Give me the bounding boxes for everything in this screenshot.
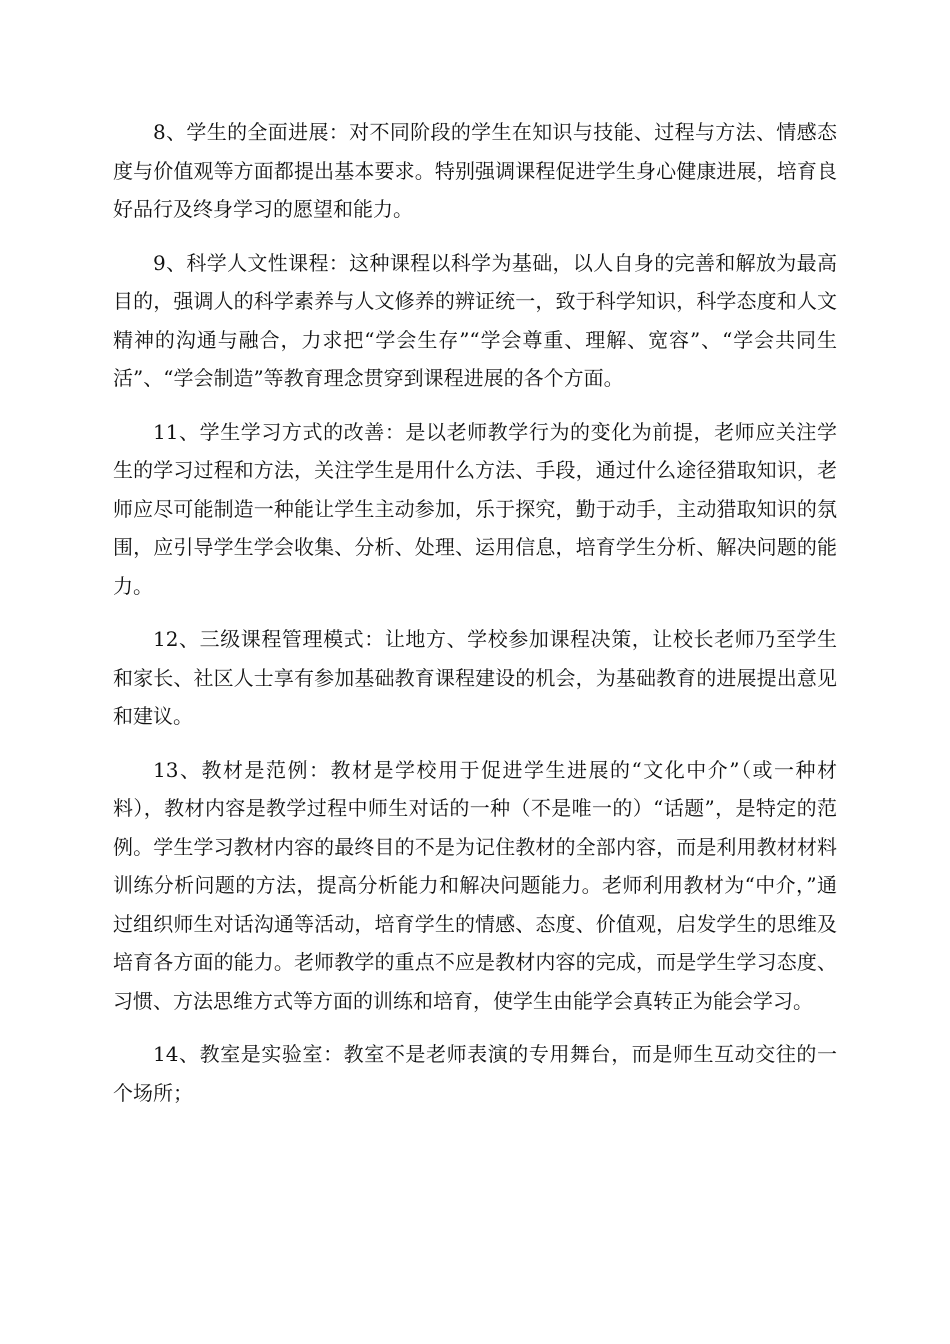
paragraph-item-13: 13、教材是范例：教材是学校用于促进学生进展的“文化中介”（或一种材料），教材内容是教学过程中师生对话的一种（不是唯一的）“话题”，是特定的范例。学生学习教材内容的最终目的不是为记住教材的全部内容，而是利用教材材料训练分析问题的方法，提高分析能力和解决问题能力。老师利用教材为“中介，”通过组织师生对话沟通等活动，培育学生的情感、态度、价值观，启发学生的思维及培育各方面的能力。老师教学的重点不应是教材内容的完成，而是学生学习态度、习惯、方法思维方式等方面的训练和培育，使学生由能学会真转正为能会学习。 bbox=[113, 757, 837, 1013]
paragraph-item-12: 12、三级课程管理模式：让地方、学校参加课程决策，让校长老师乃至学生和家长、社区人士享有参加基础教育课程建设的机会，为基础教育的进展提出意见和建议。 bbox=[113, 627, 837, 728]
paragraph-item-9: 9、科学人文性课程：这种课程以科学为基础，以人自身的完善和解放为最高目的，强调人的科学素养与人文修养的辨证统一，致于科学知识，科学态度和人文精神的沟通与融合，力求把“学会生存”“学会尊重、理解、宽容”、“学会共同生活”、“学会制造”等教育理念贯穿到课程进展的各个方面。 bbox=[113, 250, 837, 390]
paragraph-item-11: 11、学生学习方式的改善：是以老师教学行为的变化为前提，老师应关注学生的学习过程和方法，关注学生是用什么方法、手段，通过什么途径猎取知识，老师应尽可能制造一种能让学生主动参加，乐于探究，勤于动手，主动猎取知识的氛围，应引导学生学会收集、分析、处理、运用信息，培育学生分析、解决问题的能力。 bbox=[113, 419, 837, 598]
paragraph-item-14: 14、教室是实验室：教室不是老师表演的专用舞台，而是师生互动交往的一个场所； bbox=[113, 1042, 837, 1105]
paragraph-item-8: 8、学生的全面进展：对不同阶段的学生在知识与技能、过程与方法、情感态度与价值观等方面都提出基本要求。特别强调课程促进学生身心健康进展，培育良好品行及终身学习的愿望和能力。 bbox=[113, 120, 837, 221]
document-page bbox=[113, 113, 837, 1127]
